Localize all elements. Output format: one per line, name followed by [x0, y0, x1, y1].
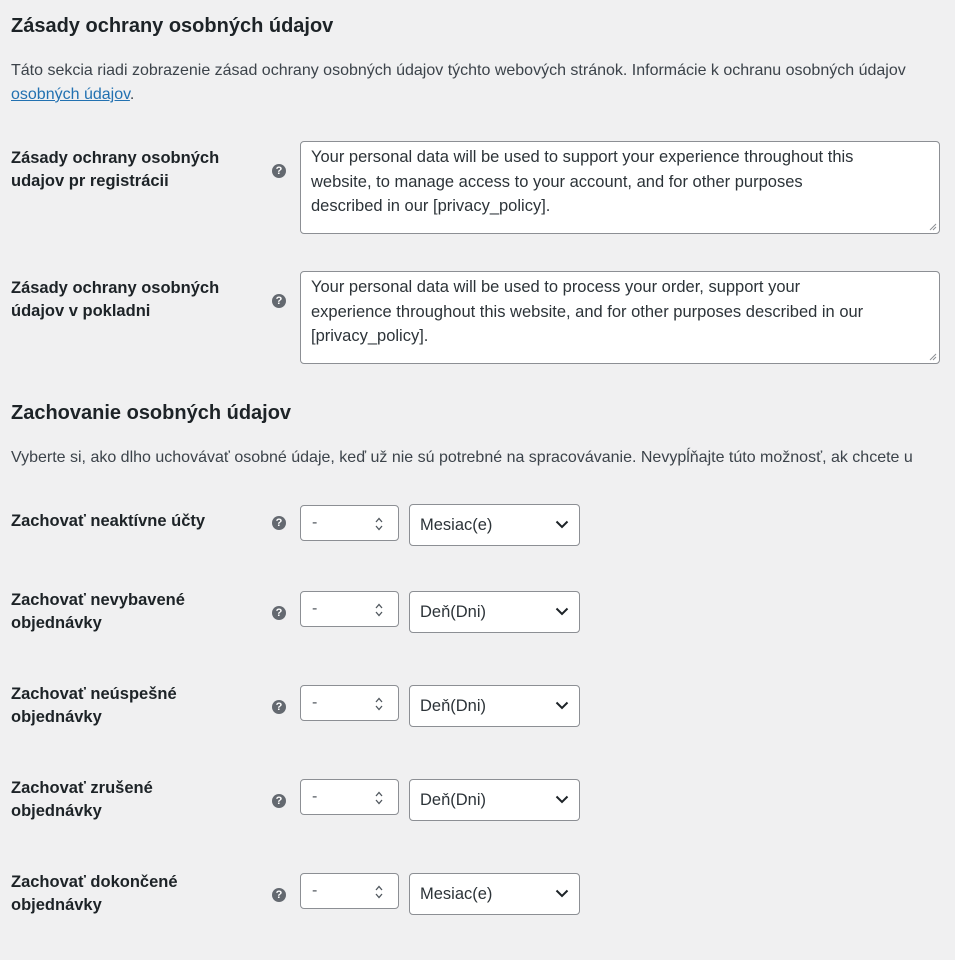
- registration-text-line3: described in our [privacy_policy].: [311, 197, 551, 215]
- retention-row-label: [11, 871, 261, 916]
- retention-label-line2: objednávky: [11, 613, 102, 632]
- retention-label-line2: objednávky: [11, 895, 102, 914]
- retention-row-label: [11, 589, 261, 634]
- privacy-description-continued: osobných údajov.: [11, 86, 135, 103]
- chevron-down-icon: [555, 795, 569, 804]
- checkout-text-line1: Your personal data will be used to process your order, support your: [311, 278, 801, 296]
- retention-number-input[interactable]: [300, 505, 399, 541]
- retention-unit-select[interactable]: [409, 504, 580, 546]
- spinner-icon[interactable]: [374, 696, 384, 712]
- retention-row-label: [11, 510, 261, 533]
- retention-unit-select[interactable]: [409, 873, 580, 915]
- help-icon[interactable]: ?: [272, 606, 286, 620]
- number-value: -: [312, 600, 318, 617]
- unit-value: Deň(Dni): [420, 603, 487, 621]
- retention-unit-select[interactable]: [409, 779, 580, 821]
- unit-value: Deň(Dni): [420, 791, 487, 809]
- spinner-icon[interactable]: [374, 884, 384, 900]
- spinner-icon[interactable]: [374, 602, 384, 618]
- unit-value: Deň(Dni): [420, 697, 487, 715]
- registration-label-line1: Zásady ochrany osobných: [11, 149, 220, 167]
- registration-text-line2: website, to manage access to your account, and for other purposes: [311, 172, 803, 191]
- retention-label-line1: Zachovať neaktívne účty: [11, 512, 206, 530]
- retention-number-input[interactable]: [300, 873, 399, 909]
- help-icon[interactable]: ?: [272, 888, 286, 902]
- number-value: -: [312, 694, 318, 711]
- chevron-down-icon: [555, 889, 569, 898]
- privacy-settings-link[interactable]: osobných údajov: [11, 86, 130, 103]
- privacy-description: Táto sekcia riadi zobrazenie zásad ochrany osobných údajov týchto webových stránok. Informácie k ochranu osobných údajov: [11, 62, 906, 79]
- retention-label-line1: Zachovať dokončené: [11, 873, 178, 891]
- retention-label-line2: objednávky: [11, 801, 102, 820]
- checkout-privacy-textarea[interactable]: [300, 271, 940, 364]
- help-icon[interactable]: ?: [272, 294, 286, 308]
- checkout-privacy-label: [11, 277, 261, 322]
- retention-label-line1: Zachovať neúspešné: [11, 685, 177, 703]
- registration-privacy-label: [11, 147, 261, 192]
- checkout-label-line1: Zásady ochrany osobných: [11, 279, 220, 297]
- resize-handle-icon[interactable]: [929, 353, 937, 361]
- number-value: -: [312, 882, 318, 899]
- retention-description: Vyberte si, ako dlho uchovávať osobné údaje, keď už nie sú potrebné na spracovávanie. Nevypĺňajte túto možnosť, ak chcete u: [11, 449, 913, 466]
- spinner-icon[interactable]: [374, 516, 384, 532]
- retention-heading: Zachovanie osobných údajov: [11, 402, 292, 424]
- registration-label-line2: udajov pr registrácii: [11, 171, 169, 190]
- retention-unit-select[interactable]: [409, 591, 580, 633]
- unit-value: Mesiac(e): [420, 516, 493, 534]
- checkout-text-line2: experience throughout this website, and for other purposes described in our: [311, 302, 864, 321]
- retention-label-line1: Zachovať nevybavené: [11, 591, 185, 609]
- chevron-down-icon: [555, 701, 569, 710]
- retention-row-label: [11, 683, 261, 728]
- help-icon[interactable]: ?: [272, 700, 286, 714]
- retention-row-label: [11, 777, 261, 822]
- retention-label-line2: objednávky: [11, 707, 102, 726]
- number-value: -: [312, 788, 318, 805]
- checkout-label-line2: údajov v pokladni: [11, 301, 151, 320]
- help-icon[interactable]: ?: [272, 516, 286, 530]
- retention-label-line1: Zachovať zrušené: [11, 779, 153, 797]
- retention-number-input[interactable]: [300, 591, 399, 627]
- chevron-down-icon: [555, 607, 569, 616]
- resize-handle-icon[interactable]: [929, 223, 937, 231]
- help-icon[interactable]: ?: [272, 794, 286, 808]
- registration-text-line1: Your personal data will be used to support your experience throughout this: [311, 148, 854, 166]
- help-icon[interactable]: ?: [272, 164, 286, 178]
- retention-number-input[interactable]: [300, 685, 399, 721]
- checkout-text-line3: [privacy_policy].: [311, 327, 429, 345]
- spinner-icon[interactable]: [374, 790, 384, 806]
- unit-value: Mesiac(e): [420, 885, 493, 903]
- registration-privacy-textarea[interactable]: [300, 141, 940, 234]
- number-value: -: [312, 514, 318, 531]
- privacy-heading: Zásady ochrany osobných údajov: [11, 15, 334, 37]
- chevron-down-icon: [555, 520, 569, 529]
- retention-unit-select[interactable]: [409, 685, 580, 727]
- retention-number-input[interactable]: [300, 779, 399, 815]
